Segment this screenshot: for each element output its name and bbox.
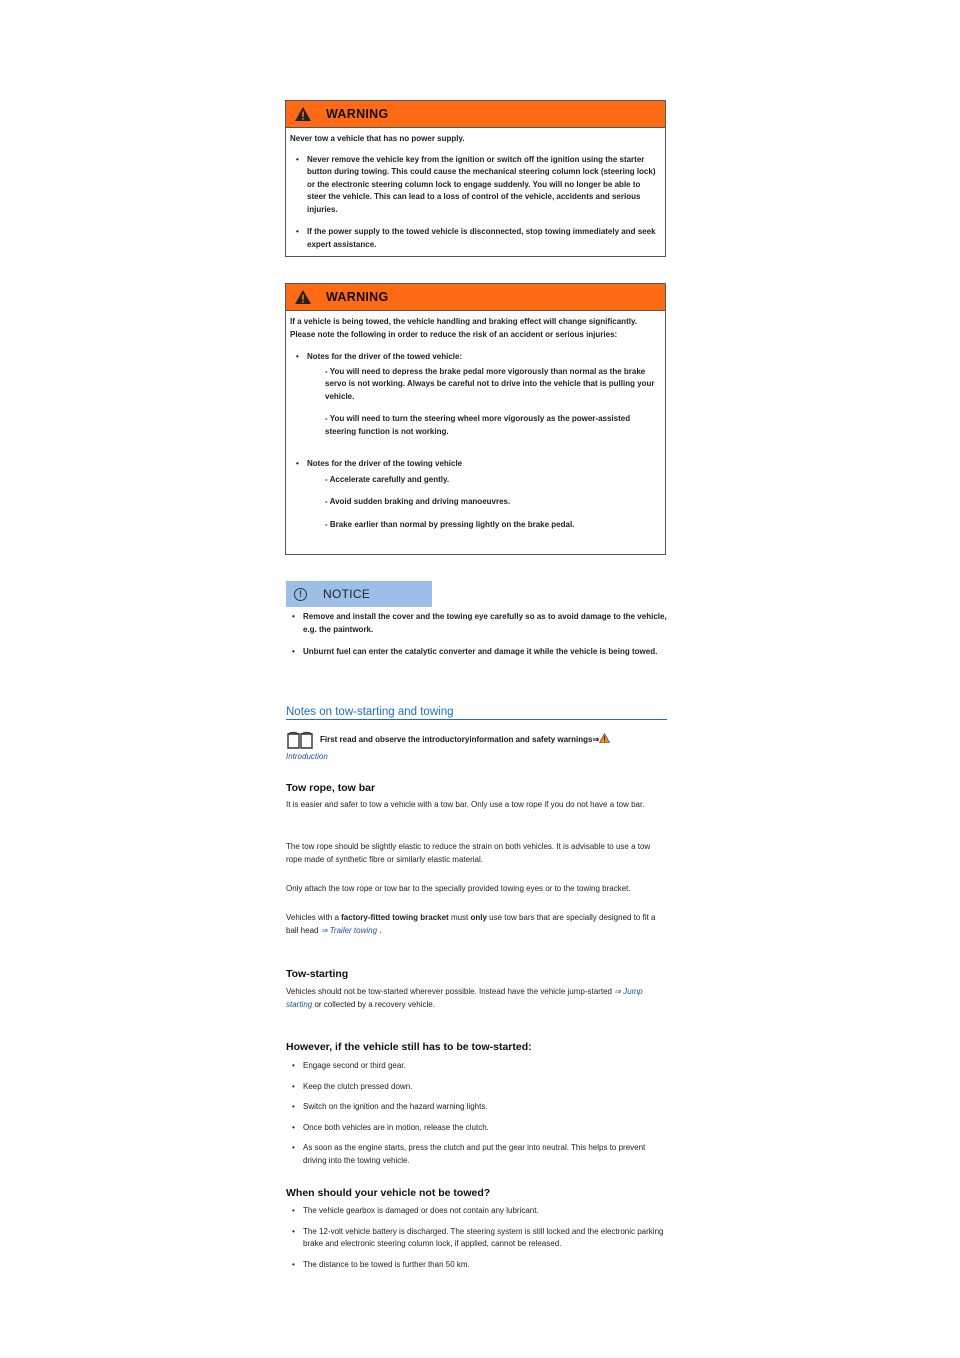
paragraph: The tow rope should be slightly elastic to reduce the strain on both vehicles. It is advisable to use a tow rope made of synthetic fibre or similarly elastic material. [286, 842, 651, 864]
warning-header [286, 101, 665, 128]
paragraph-towing-bracket: Vehicles with a factory-fitted towing bracket must only use tow bars that are specially designed to fit a ball head ⇒ Trailer towing . [286, 913, 656, 935]
list-item: • The distance to be towed is further than 50 km. [286, 1259, 667, 1272]
warning-header [286, 284, 665, 311]
notice-bullet: • Unburnt fuel can enter the catalytic converter and damage it while the vehicle is being towed. [286, 646, 667, 659]
intro-note [286, 731, 667, 763]
warning-subitem: - Accelerate carefully and gently. [325, 474, 450, 484]
not-towed-list [286, 1205, 667, 1279]
list-item: • As soon as the engine starts, press the clutch and put the gear into neutral. This helps to prevent driving into the towing vehicle. [286, 1142, 667, 1167]
intro-arrow: ⇒ [592, 735, 600, 744]
section-title: Notes on tow-starting and towing [286, 706, 667, 720]
list-item: • The vehicle gearbox is damaged or does not contain any lubricant. [286, 1205, 667, 1218]
warning-body [286, 128, 665, 269]
warning-intro: If a vehicle is being towed, the vehicle handling and braking effect will change significantly. Please note the following in order to reduce the risk of an accident or serious injuries: [290, 317, 638, 339]
warning-triangle-icon [294, 289, 312, 305]
tow-start-steps-list [286, 1060, 667, 1175]
trailer-towing-link[interactable]: ⇒ Trailer towing [320, 925, 378, 935]
intro-text: First read and observe the introductoryinformation and safety warnings [320, 735, 593, 744]
warning-bullet-towed-heading: • Notes for the driver of the towed vehicle: [290, 351, 661, 364]
heading-tow-starting: Tow-starting [286, 968, 349, 980]
warning-box-towed-handling [285, 283, 666, 555]
jump-starting-link[interactable]: ⇒ Jump starting [286, 987, 643, 1009]
list-item: • The 12-volt vehicle battery is discharged. The steering system is still locked and the electronic parking brake and electronic steering column lock, if applied, cannot be released. [286, 1226, 667, 1251]
paragraph: It is easier and safer to tow a vehicle with a tow bar. Only use a tow rope if you do not have a tow bar. [286, 800, 645, 809]
warning-triangle-icon [294, 106, 312, 122]
heading-not-towed: When should your vehicle not be towed? [286, 1187, 491, 1199]
warning-triangle-icon [599, 733, 610, 743]
exclamation-circle-icon: ! [294, 588, 307, 601]
list-item: • Engage second or third gear. [286, 1060, 667, 1073]
warning-title: WARNING [326, 107, 389, 121]
warning-subitem: - You will need to turn the steering wheel more vigorously as the power-assisted steering function is not working. [325, 414, 631, 436]
heading-tow-rope: Tow rope, tow bar [286, 782, 376, 794]
warning-body [286, 311, 665, 549]
notice-title: NOTICE [323, 587, 371, 601]
list-item: • Switch on the ignition and the hazard warning lights. [286, 1101, 667, 1114]
warning-subitem: - You will need to depress the brake pedal more vigorously than normal as the brake servo is not working. Always be careful not to drive into the vehicle that is pulling your vehicle. [325, 366, 655, 401]
warning-bullet: • If the power supply to the towed vehicle is disconnected, stop towing immediately and seek expert assistance. [290, 226, 661, 251]
warning-intro: Never tow a vehicle that has no power supply. [290, 134, 465, 143]
warning-title: WARNING [326, 290, 389, 304]
notice-body [286, 611, 667, 669]
warning-bullet-towing-heading: • Notes for the driver of the towing vehicle [290, 458, 661, 471]
paragraph: Only attach the tow rope or tow bar to the specially provided towing eyes or to the towing bracket. [286, 884, 631, 893]
warning-subitem: - Brake earlier than normal by pressing lightly on the brake pedal. [325, 519, 575, 529]
paragraph-tow-starting: Vehicles should not be tow-started wherever possible. Instead have the vehicle jump-started ⇒ Jump starting or collected by a recovery vehicle. [286, 987, 643, 1009]
warning-bullet: • Never remove the vehicle key from the ignition or switch off the ignition using the starter button during towing. This could cause the mechanical steering column lock (steering lock) or the electronic steering column lock to engage suddenly. You will no longer be able to steer the vehicle. This can lead to a loss of control of the vehicle, accidents and serious injuries. [290, 154, 661, 217]
warning-box-power-supply [285, 100, 666, 257]
list-item: • Once both vehicles are in motion, release the clutch. [286, 1122, 667, 1135]
warning-subitem: - Avoid sudden braking and driving manoeuvres. [325, 497, 511, 506]
open-book-icon [286, 731, 314, 750]
notice-bullet: • Remove and install the cover and the towing eye carefully so as to avoid damage to the vehicle, e.g. the paintwork. [286, 611, 667, 636]
heading-if-tow-started: However, if the vehicle still has to be tow-started: [286, 1041, 532, 1053]
list-item: • Keep the clutch pressed down. [286, 1081, 667, 1094]
notice-header [286, 581, 432, 607]
introduction-link[interactable]: Introduction [286, 752, 328, 761]
